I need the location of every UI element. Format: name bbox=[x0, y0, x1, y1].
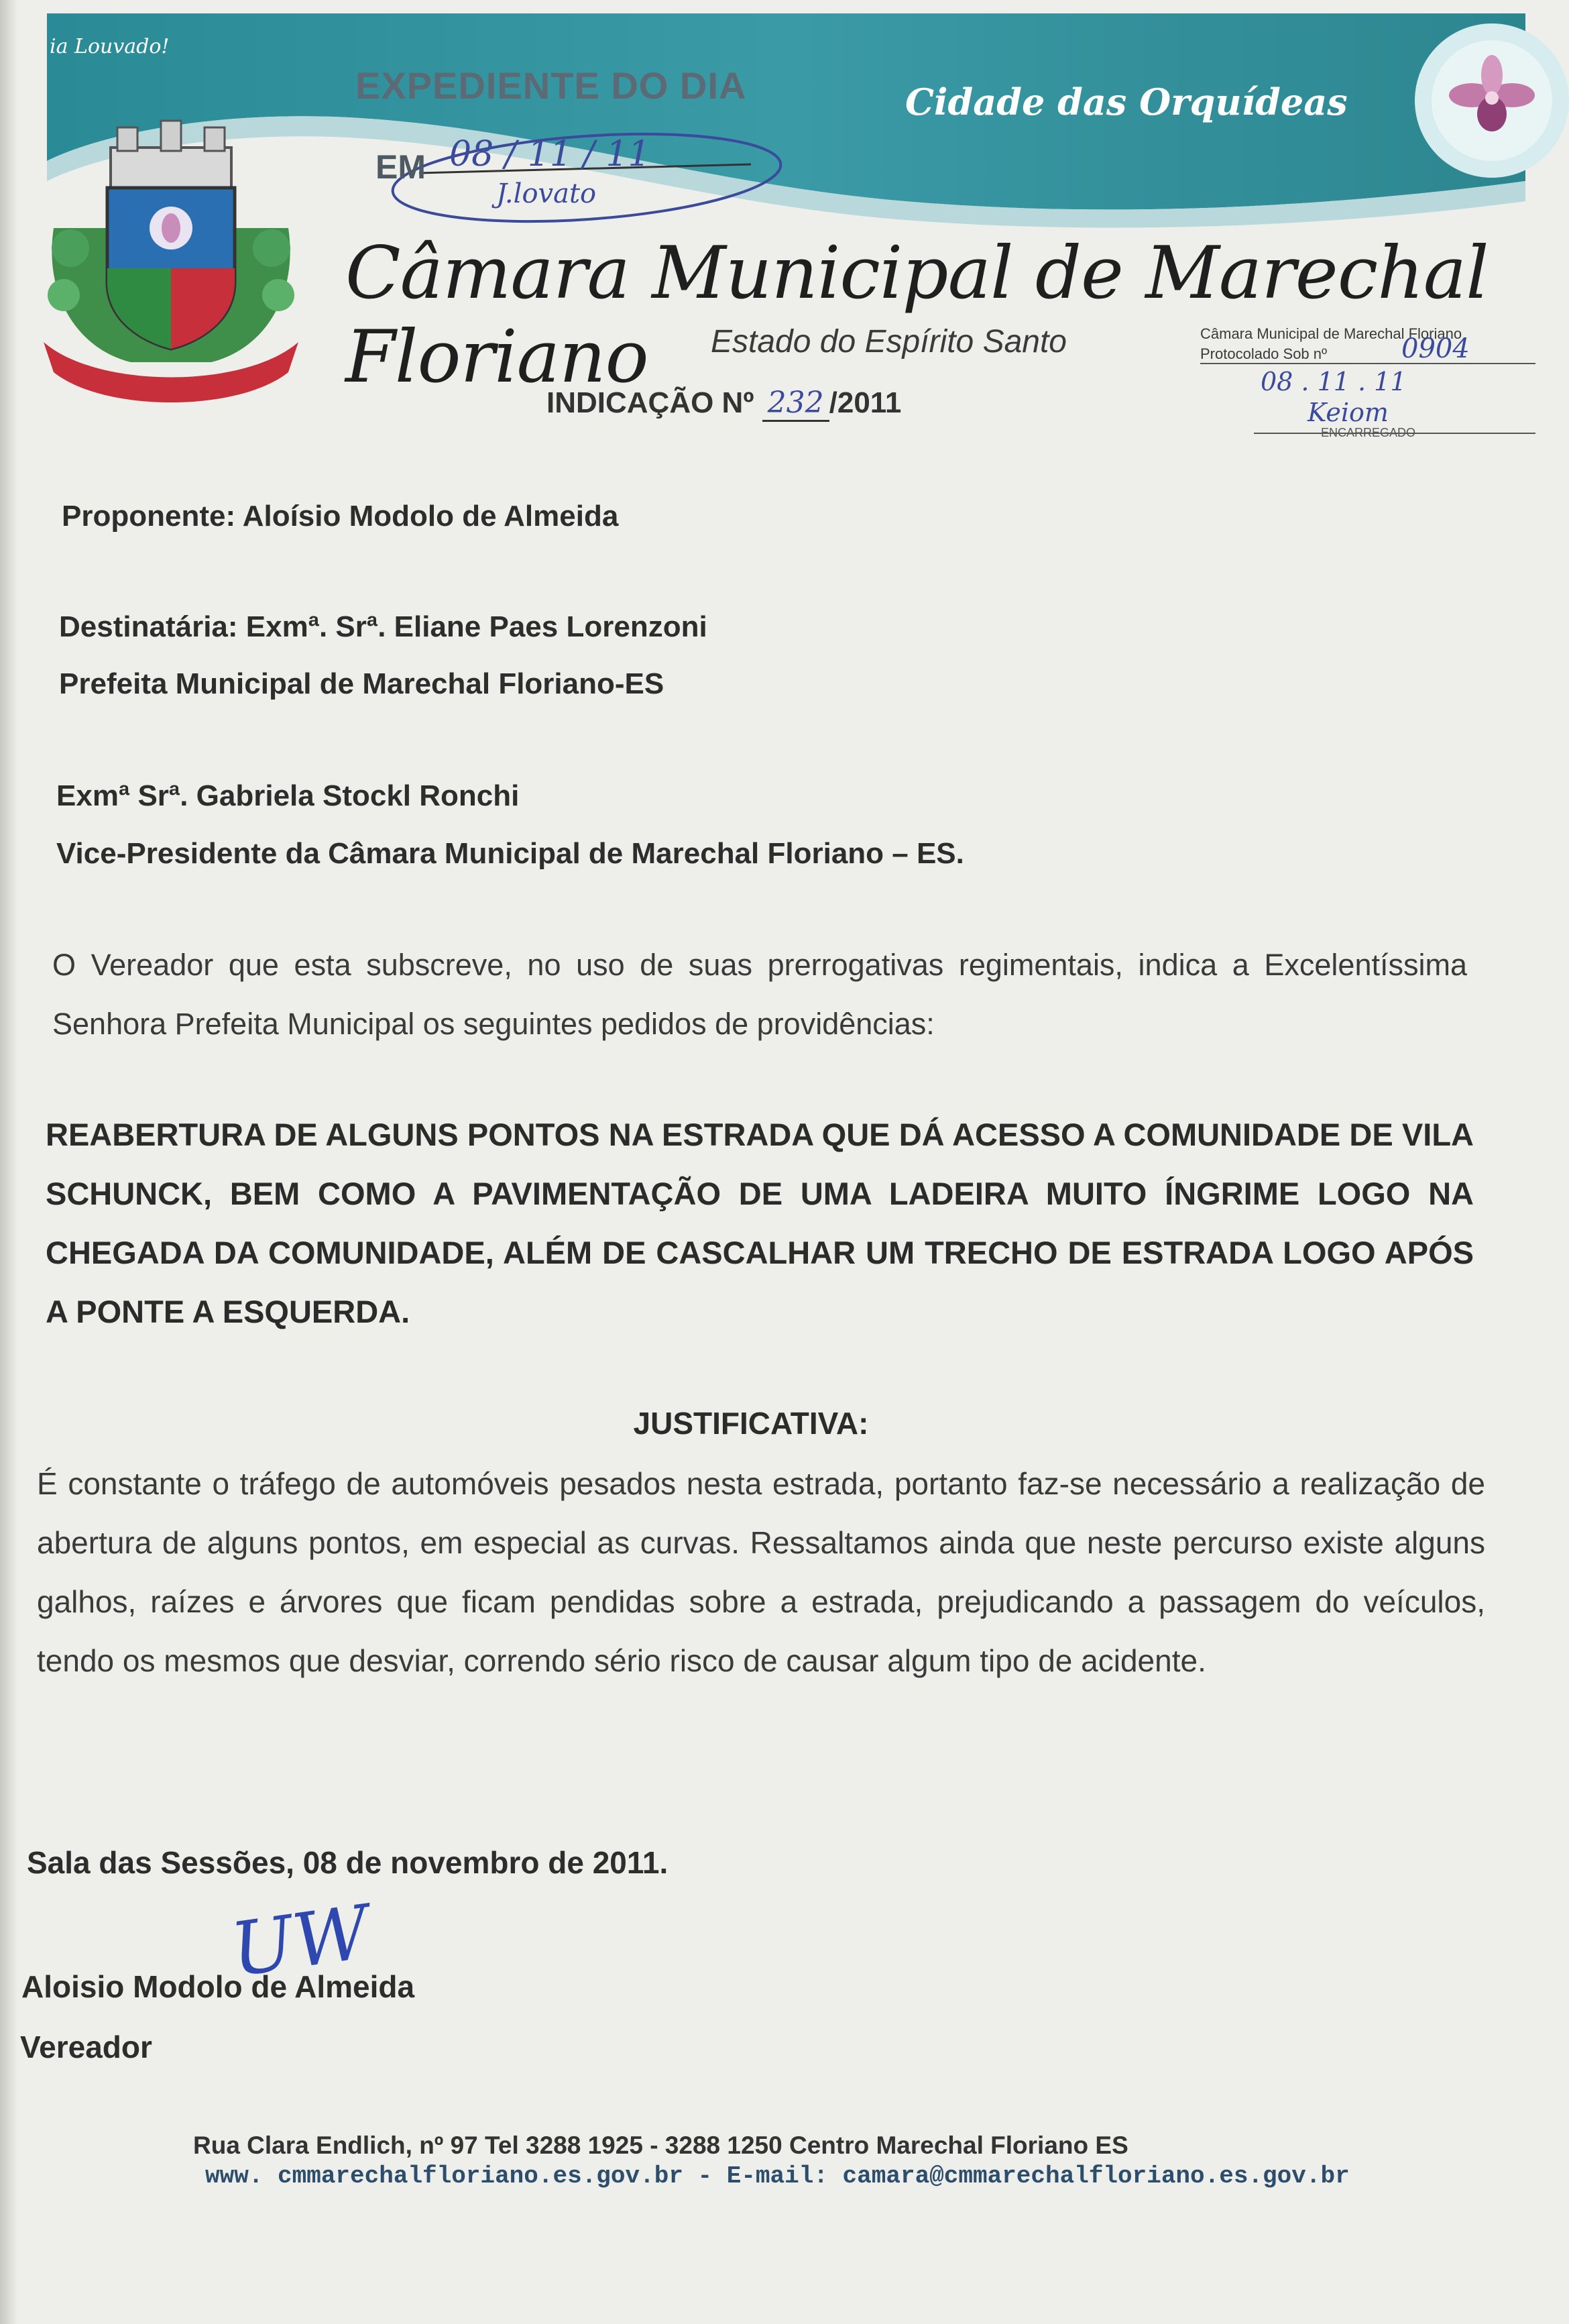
expediente-stamp: EXPEDIENTE DO DIA bbox=[355, 64, 747, 107]
stamp-protocol-label: Protocolado Sob nº bbox=[1200, 345, 1535, 364]
chamber-name: Câmara Municipal de Marechal Floriano bbox=[345, 231, 1489, 399]
protocol-stamp bbox=[1200, 325, 1549, 439]
stamp-footer: ENCARREGADO bbox=[1321, 426, 1416, 439]
justificativa-paragraph: É constante o tráfego de automóveis pesados nesta estrada, portanto faz-se necessário a realização de abertura de alguns pontos, em especial as curvas. Ressaltamos ainda que neste percurso existe alguns galhos, raízes e árvores que ficam pendidas sobre a estrada, prejudicando a passagem do veículos, tendo os mesmos que desviar, correndo sério risco de causar algum tipo de acidente. bbox=[37, 1466, 1485, 1678]
city-slogan: Cidade das Orquídeas bbox=[905, 80, 1348, 123]
signer-role: Vereador bbox=[20, 2030, 152, 2064]
destinataria-line1: Destinatária: Exmª. Srª. Eliane Paes Lorenzoni bbox=[59, 610, 707, 643]
em-signature-handwritten: J.lovato bbox=[496, 178, 597, 209]
justificativa-title: JUSTIFICATIVA: bbox=[633, 1406, 869, 1441]
stamp-signature: Keiom bbox=[1308, 398, 1389, 427]
copy-to-line2: Vice-Presidente da Câmara Municipal de Marechal Floriano – ES. bbox=[56, 837, 964, 870]
indicacao-heading bbox=[546, 386, 901, 420]
destinataria-line2: Prefeita Municipal de Marechal Floriano-ES bbox=[59, 667, 664, 700]
signer-name: Aloisio Modolo de Almeida bbox=[21, 1969, 415, 2004]
request-paragraph: REABERTURA DE ALGUNS PONTOS NA ESTRADA QUE DÁ ACESSO A COMUNIDADE DE VILA SCHUNCK, BEM COMO A PAVIMENTAÇÃO DE UMA LADEIRA MUITO ÍNGRIME LOGO NA CHEGADA DA COMUNIDADE, ALÉM DE CASCALHAR UM TRECHO DE ESTRADA LOGO APÓS A PONTE A ESQUERDA. bbox=[46, 1117, 1474, 1329]
proponente: Proponente: Aloísio Modolo de Almeida bbox=[62, 500, 619, 533]
left-slogan: ia Louvado! bbox=[50, 35, 170, 58]
stamp-chamber: Câmara Municipal de Marechal Floriano bbox=[1200, 325, 1462, 342]
intro-paragraph: O Vereador que esta subscreve, no uso de suas prerrogativas regimentais, indica a Excelentíssima Senhora Prefeita Municipal os seguintes pedidos de providências: bbox=[52, 948, 1467, 1041]
stamp-number: 0904 bbox=[1401, 333, 1470, 364]
copy-to-line1: Exmª Srª. Gabriela Stockl Ronchi bbox=[56, 779, 520, 812]
closing-line: Sala das Sessões, 08 de novembro de 2011. bbox=[27, 1845, 669, 1880]
indicacao-year: /2011 bbox=[829, 386, 902, 419]
indicacao-number: 232 bbox=[762, 386, 829, 422]
em-date-handwritten: 08 / 11 / 11 bbox=[449, 134, 650, 174]
footer-contacts: www. cmmarechalfloriano.es.gov.br - E-mail: camara@cmmarechalfloriano.es.gov.br bbox=[205, 2162, 1350, 2190]
indicacao-label: INDICAÇÃO Nº bbox=[546, 386, 754, 419]
footer-address: Rua Clara Endlich, nº 97 Tel 3288 1925 - 3288 1250 Centro Marechal Floriano ES bbox=[193, 2132, 1128, 2159]
stamp-date: 08 . 11 . 11 bbox=[1261, 367, 1407, 396]
state-name: Estado do Espírito Santo bbox=[711, 324, 1067, 359]
handwritten-signature: UW bbox=[226, 1889, 375, 1993]
em-label: EM bbox=[375, 148, 426, 186]
